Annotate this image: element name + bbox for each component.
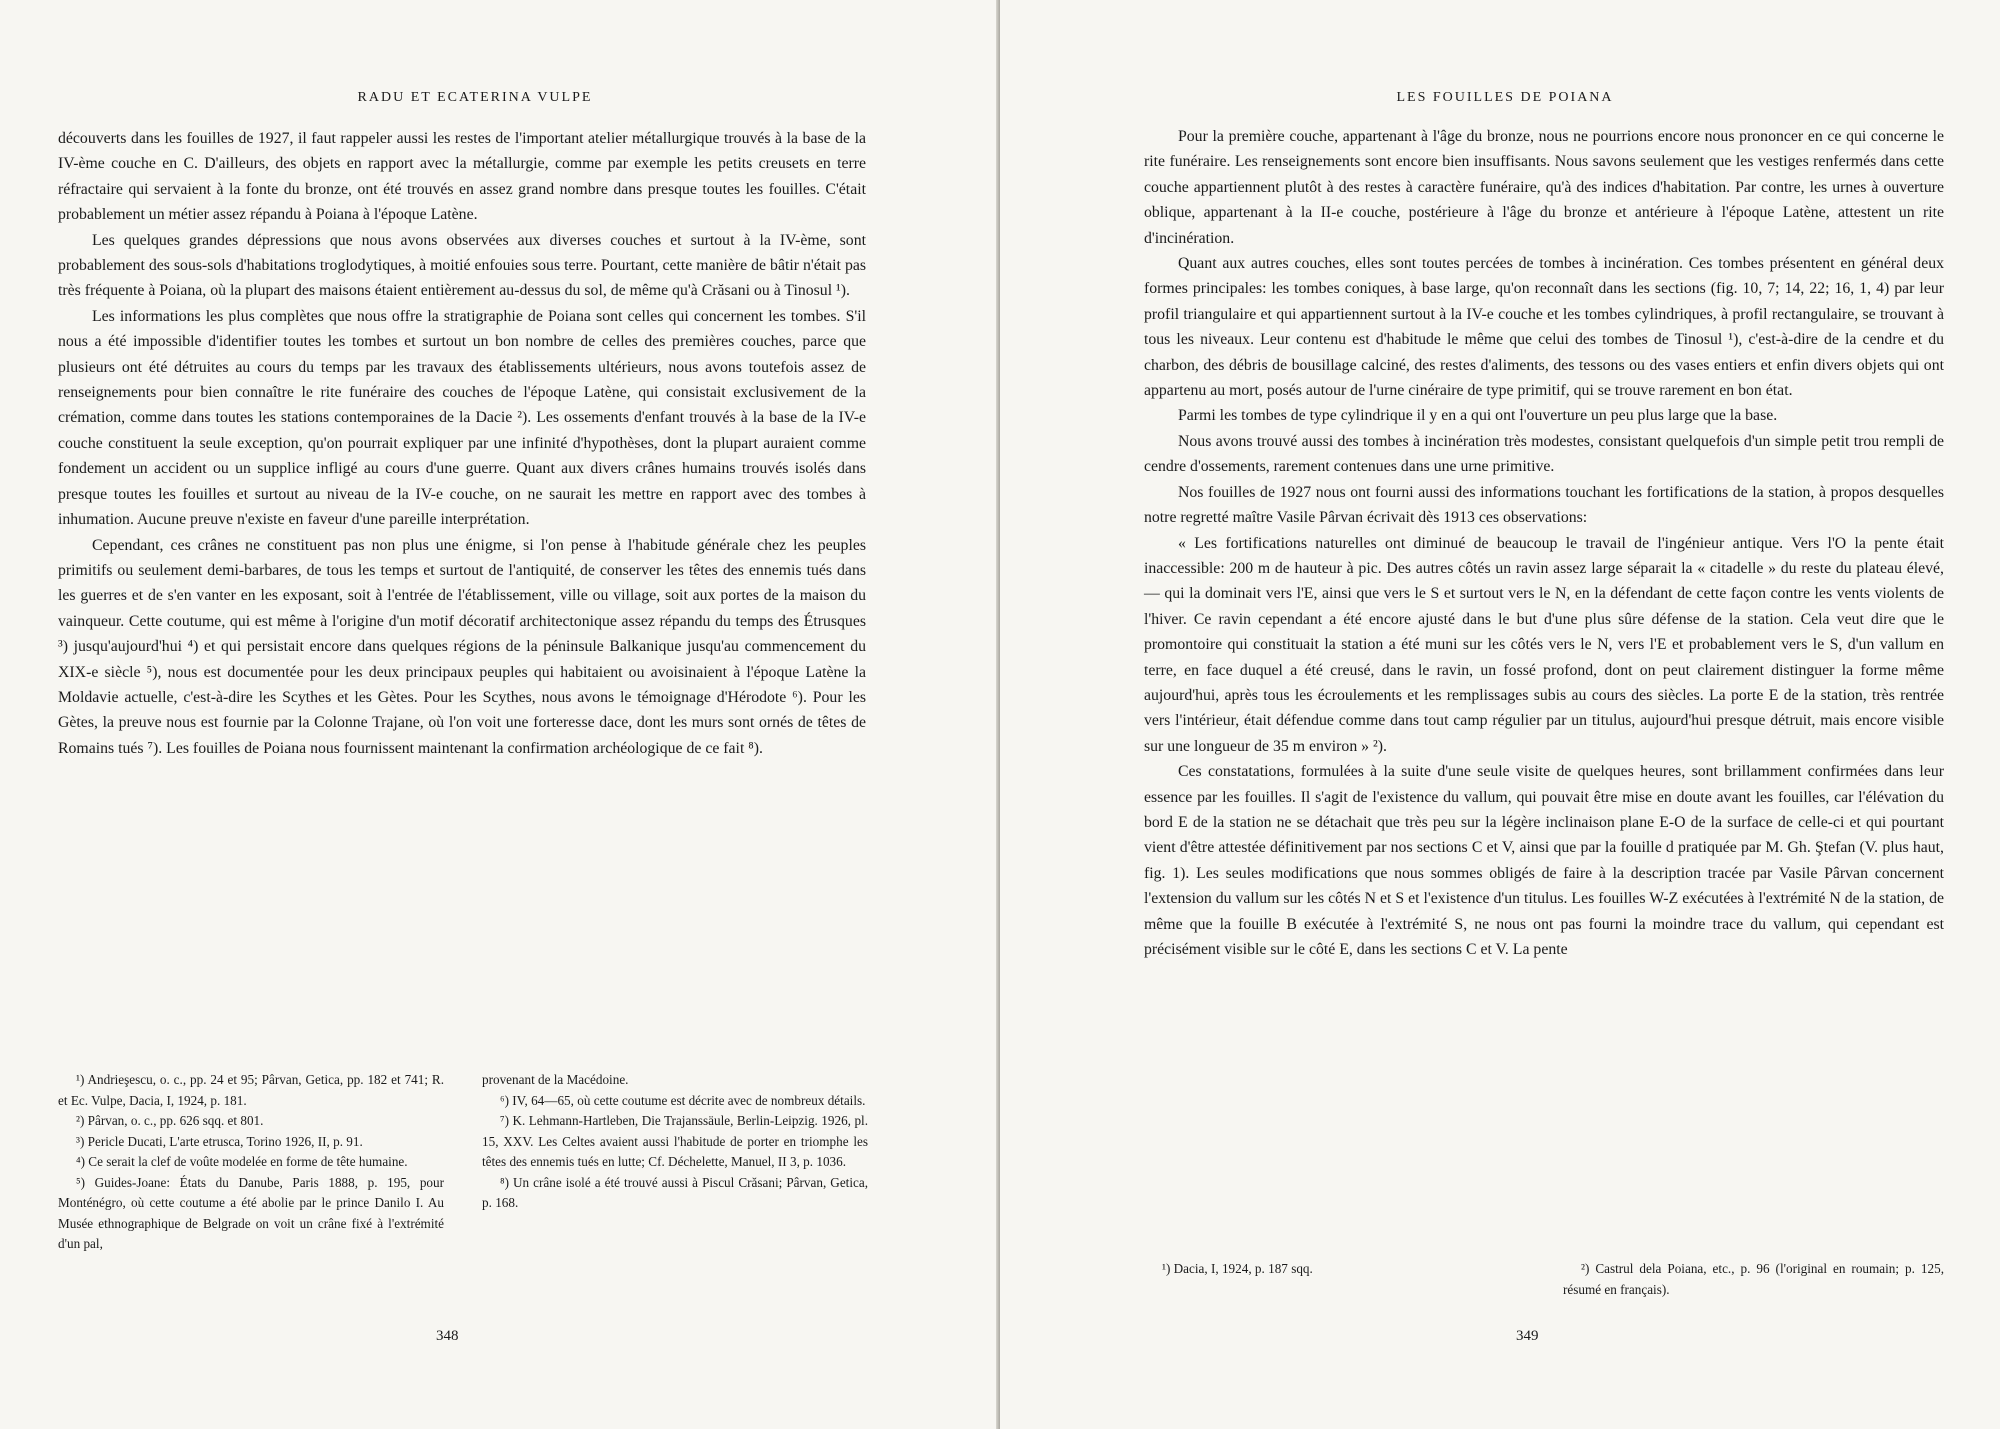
right-body-text xyxy=(1144,124,1944,962)
right-footnotes xyxy=(1144,1259,1944,1300)
footnote: ⁷) K. Lehmann-Hartleben, Die Trajanssäule, Berlin-Leipzig. 1926, pl. 15, XXV. Les Celtes avaient aussi l'habitude de porter en triomphe les têtes des ennemis tués en lutte; Cf. Déchelette, Manuel, II 3, p. 1036. xyxy=(482,1113,868,1169)
footnote: ²) Castrul dela Poiana, etc., p. 96 (l'original en roumain; p. 125, résumé en français). xyxy=(1563,1261,1944,1297)
paragraph: Les quelques grandes dépressions que nous avons observées aux diverses couches et surtout à la IV-ème, sont probablement des sous-sols d'habitations troglodytiques, à moitié enfouies sous terre. Pourtant, cette manière de bâtir n'était pas très fréquente à Poiana, où la plupart des maisons étaient entièrement au-dessus du sol, de même qu'à Crăsani ou à Tinosul ¹). xyxy=(58,231,866,300)
left-footnotes xyxy=(58,1070,868,1255)
footnote-column-2 xyxy=(1563,1259,1944,1300)
footnote: ⁵) Guides-Joane: États du Danube, Paris 1888, p. 195, pour Monténégro, où cette coutume a été abolie par le prince Danilo I. Au Musée ethnographique de Belgrade on voit un crâne fixé à l'extrémité d'un pal, xyxy=(58,1174,444,1251)
right-page xyxy=(1000,0,2000,1429)
paragraph: Pour la première couche, appartenant à l'âge du bronze, nous ne pourrions encore nous prononcer en ce qui concerne le rite funéraire. Les renseignements sont encore bien insuffisants. Nous savons seulement que les vestiges renfermés dans cette couche appartiennent plutôt à des restes à caractère funéraire, qu'à des indices d'habitation. Par contre, les urnes à ouverture oblique, appartenant à la II-e couche, postérieure à l'âge du bronze et antérieure à l'époque Latène, attestent un rite d'incinération. xyxy=(1144,128,1944,247)
paragraph: découverts dans les fouilles de 1927, il faut rappeler aussi les restes de l'important atelier métallurgique trouvés à la base de la IV-ème couche en C. D'ailleurs, des objets en rapport avec la métallurgie, comme par exemple les petits creusets en terre réfractaire qui servaient à la fonte du bronze, ont été trouvés en assez grand nombre dans presque toutes les fouilles. C'était probablement un métier assez répandu à Poiana à l'époque Latène. xyxy=(58,130,866,224)
footnote: ¹) Andrieşescu, o. c., pp. 24 et 95; Pârvan, Getica, pp. 182 et 741; R. et Ec. Vulpe, Dacia, I, 1924, p. 181. xyxy=(58,1072,444,1108)
page-number-right: 349 xyxy=(1516,1328,1539,1344)
paragraph: Ces constatations, formulées à la suite d'une seule visite de quelques heures, sont brillamment confirmées dans leur essence par les fouilles. Il s'agit de l'existence du vallum, qui pouvait être mise en doute avant les fouilles, car l'élévation du bord E de la station ne se détachait que très peu sur la légère inclinaison plane E-O de la surface de celle-ci et qui pourtant vient d'être attestée définitivement par nos sections C et V, ainsi que par la fouille d pratiquée par M. Gh. Ştefan (V. plus haut, fig. 1). Les seules modifications que nous sommes obligés de faire à la description tracée par Vasile Pârvan concernent l'extension du vallum sur les côtés N et S et l'existence d'un titulus. Les fouilles W-Z exécutées à l'extrémité N de la station, de même que la fouille B exécutée à l'extrémité S, ne nous ont pas fourni la moindre trace du vallum, qui cependant est précisément visible sur le côté E, dans les sections C et V. La pente xyxy=(1144,763,1944,958)
footnote: ¹) Dacia, I, 1924, p. 187 sqq. xyxy=(1162,1261,1313,1276)
paragraph: Nos fouilles de 1927 nous ont fourni aussi des informations touchant les fortifications de la station, à propos desquelles notre regretté maître Vasile Pârvan écrivait dès 1913 ces observations: xyxy=(1144,483,1944,527)
running-head-right: LES FOUILLES DE POIANA xyxy=(1396,90,1614,105)
paragraph: Les informations les plus complètes que nous offre la stratigraphie de Poiana sont celles qui concernent les tombes. S'il nous a été impossible d'identifier toutes les tombes et surtout un bon nombre de celles des premières couches, parce que plusieurs ont été détruites au cours du temps par les travaux des établissements ultérieurs, nous avons toutefois assez de renseignements pour bien connaître le rite funéraire des couches de l'époque Latène, qui consistait exclusivement de la crémation, comme dans toutes les stations contemporaines de la Dacie ²). Les ossements d'enfant trouvés à la base de la IV-e couche constituent la seule exception, qu'on pourrait expliquer par une infinité d'hypothèses, dont la plupart auraient comme fondement un accident ou un supplice infligé au cours d'une guerre. Quant aux divers crânes humains trouvés isolés dans presque toutes les fouilles et surtout au niveau de la IV-e couche, on ne saurait les mettre en rapport avec des tombes à inhumation. Aucune preuve n'existe en faveur d'une pareille interprétation. xyxy=(58,307,866,529)
footnote: ²) Pârvan, o. c., pp. 626 sqq. et 801. xyxy=(76,1113,264,1128)
footnote-column-1 xyxy=(1144,1259,1525,1300)
left-body-text xyxy=(58,126,866,761)
footnote: ³) Pericle Ducati, L'arte etrusca, Torino 1926, II, p. 91. xyxy=(76,1133,363,1149)
footnote: provenant de la Macédoine. xyxy=(482,1072,629,1087)
footnote: ⁴) Ce serait la clef de voûte modelée en forme de tête humaine. xyxy=(76,1154,408,1169)
paragraph: Cependant, ces crânes ne constituent pas non plus une énigme, si l'on pense à l'habitude générale chez les peuples primitifs ou seulement demi-barbares, de tous les temps et surtout de l'antiquité, de conserver les têtes des ennemis tués dans les guerres et de s'en vanter en les exposant, soit à l'entrée de l'établissement, ville ou village, soit aux portes de la maison du vainqueur. Cette coutume, qui est même à l'origine d'un motif décoratif architectonique assez répandu du temps des Étrusques ³) jusqu'aujourd'hui ⁴) et qui persistait encore dans quelques régions de la péninsule Balkanique jusqu'au commencement du XIX-e siècle ⁵), nous est documentée pour les deux principaux peuples qui habitaient ou avoisinaient à l'époque Latène la Moldavie actuelle, c'est-à-dire les Scythes et les Gètes. Pour les Scythes, nous avons le témoignage d'Hérodote ⁶). Pour les Gètes, la preuve nous est fournie par la Colonne Trajane, où l'on voit une forteresse dace, dont les murs sont ornés de têtes de Romains tués ⁷). Les fouilles de Poiana nous fournissent maintenant la confirmation archéologique de ce fait ⁸). xyxy=(58,536,866,757)
running-head-left: RADU ET ECATERINA VULPE xyxy=(357,90,593,105)
footnote: ⁸) Un crâne isolé a été trouvé aussi à Piscul Crăsani; Pârvan, Getica, p. 168. xyxy=(482,1174,868,1210)
paragraph: Nous avons trouvé aussi des tombes à incinération très modestes, consistant quelquefois d'un simple petit trou rempli de cendre d'ossements, rarement contenues dans une urne primitive. xyxy=(1144,432,1944,476)
footnote-column-2 xyxy=(482,1070,868,1255)
footnote: ⁶) IV, 64—65, où cette coutume est décrite avec de nombreux détails. xyxy=(500,1092,866,1108)
paragraph: Quant aux autres couches, elles sont toutes percées de tombes à incinération. Ces tombes présentent en général deux formes principales: les tombes coniques, à base large, qu'on reconnaît dans les sections (fig. 10, 7; 14, 22; 16, 1, 4) par leur profil triangulaire et qui appartiennent surtout à la IV-e couche et les tombes cylindriques, à profil rectangulaire, se trouvant à tous les niveaux. Leur contenu est d'habitude le même que celui des tombes de Tinosul ¹), c'est-à-dire de la cendre et du charbon, des débris de bousillage calciné, des restes d'aliments, des tessons ou des vases entiers et enfin divers objets qui ont appartenu au mort, posés autour de l'urne cinéraire de type primitif, qui se trouve rarement en bon état. xyxy=(1144,255,1944,400)
page-number-left: 348 xyxy=(436,1328,459,1344)
footnote-column-1 xyxy=(58,1070,444,1255)
quote-paragraph: « Les fortifications naturelles ont diminué de beaucoup le travail de l'ingénieur antique. Vers l'O la pente était inaccessible: 200 m de hauteur à pic. Des autres côtés un ravin assez large séparait la « citadelle » du reste du plateau élevé, — qui la dominait vers l'E, ainsi que vers le S et surtout vers le N, en la défendant de cette façon contre les vents violents de l'hiver. Ce ravin cependant a été encore ajusté dans le but d'une plus sûre défense de la station. Cela veut dire que le promontoire qui constituait la station a été muni sur les côtés vers le N, vers l'E et probablement vers le S, d'un vallum en terre, en face duquel a été creusé, dans le ravin, un fossé profond, dont on peut clairement distinguer la forme même aujourd'hui, après tous les écroulements et les remplissages subis au cours des siècles. La porte E de la station, très rentrée vers l'intérieur, était défendue comme dans tout camp régulier par un titulus, aujourd'hui presque détruit, mais encore visible sur une longueur de 35 m environ » ²). xyxy=(1144,534,1944,755)
paragraph: Parmi les tombes de type cylindrique il y en a qui ont l'ouverture un peu plus large que la base. xyxy=(1178,407,1778,425)
